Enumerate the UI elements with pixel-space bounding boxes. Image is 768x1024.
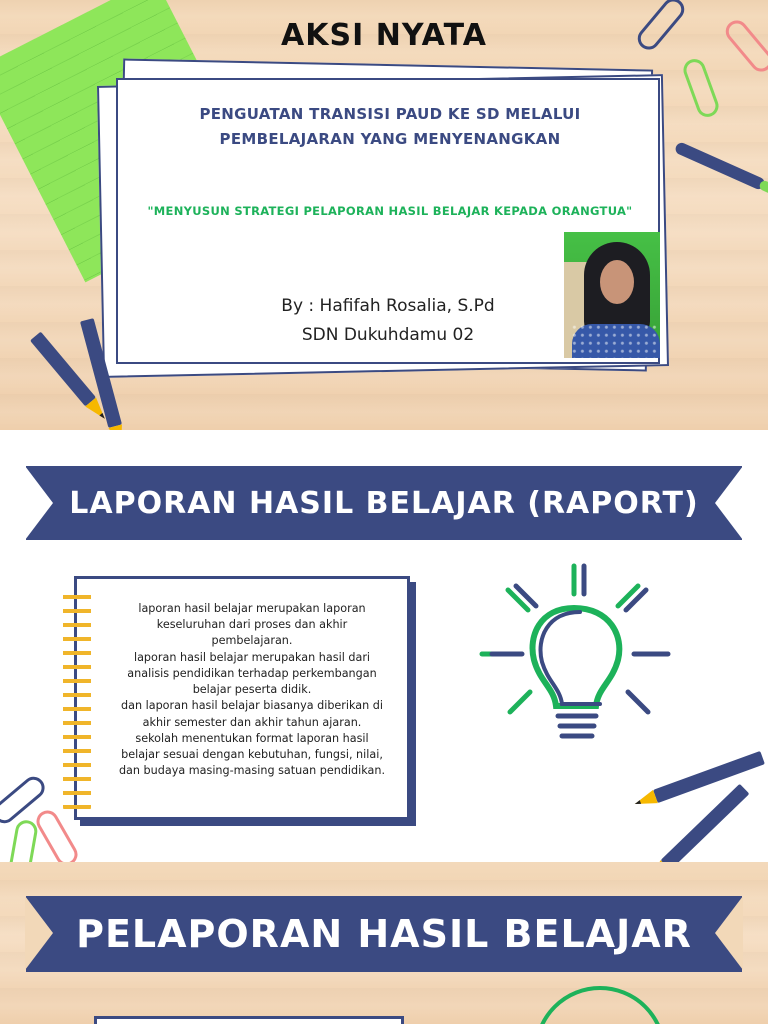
banner-ribbon <box>26 466 742 540</box>
body-line: pembelajaran. <box>211 634 293 648</box>
banner-title: LAPORAN HASIL BELAJAR (RAPORT) <box>69 485 699 521</box>
spiral-binding <box>63 589 91 813</box>
body-line: belajar sesuai dengan kebutuhan, fungsi, nilai, <box>121 748 383 762</box>
body-line: analisis pendidikan terhadap perkembangan <box>127 666 377 680</box>
slide-pelaporan-hasil-belajar <box>0 862 768 1024</box>
title-card <box>116 78 660 364</box>
body-line: dan laporan hasil belajar biasanya diberikan di <box>121 699 383 713</box>
banner-title: PELAPORAN HASIL BELAJAR <box>76 912 692 956</box>
notebook-card <box>74 576 410 820</box>
author-photo <box>564 232 660 358</box>
body-line: akhir semester dan akhir tahun ajaran. <box>142 715 362 729</box>
main-title: PENGUATAN TRANSISI PAUD KE SD MELALUI PEMBELAJARAN YANG MENYENANGKAN <box>199 105 581 148</box>
body-line: keseluruhan dari proses dan akhir <box>156 618 348 632</box>
body-line: dan budaya masing-masing satuan pendidikan. <box>118 764 386 778</box>
pen-icon <box>674 141 767 191</box>
notebook-card-top <box>94 1016 404 1024</box>
body-line: laporan hasil belajar merupakan laporan <box>138 602 366 615</box>
green-circle-decoration <box>534 986 666 1024</box>
author-name: By : Hafifah Rosalia, S.Pd <box>281 296 495 316</box>
slide-title-page <box>0 0 768 430</box>
lightbulb-icon <box>478 560 678 760</box>
author-block <box>238 292 538 350</box>
slide-laporan-hasil-belajar <box>0 430 768 862</box>
school-name: SDN Dukuhdamu 02 <box>301 324 475 345</box>
paperclip-icon <box>680 56 721 120</box>
body-line: belajar peserta didik. <box>192 683 312 697</box>
body-line: laporan hasil belajar merupakan hasil dari <box>133 650 371 664</box>
notebook-text <box>103 601 401 780</box>
paperclip-icon <box>7 819 39 862</box>
subtitle: "MENYUSUN STRATEGI PELAPORAN HASIL BELAJAR KEPADA ORANGTUA" <box>147 204 633 218</box>
banner-ribbon <box>26 896 742 972</box>
slide-title: AKSI NYATA <box>281 18 487 53</box>
body-line: sekolah menentukan format laporan hasil <box>135 731 369 745</box>
